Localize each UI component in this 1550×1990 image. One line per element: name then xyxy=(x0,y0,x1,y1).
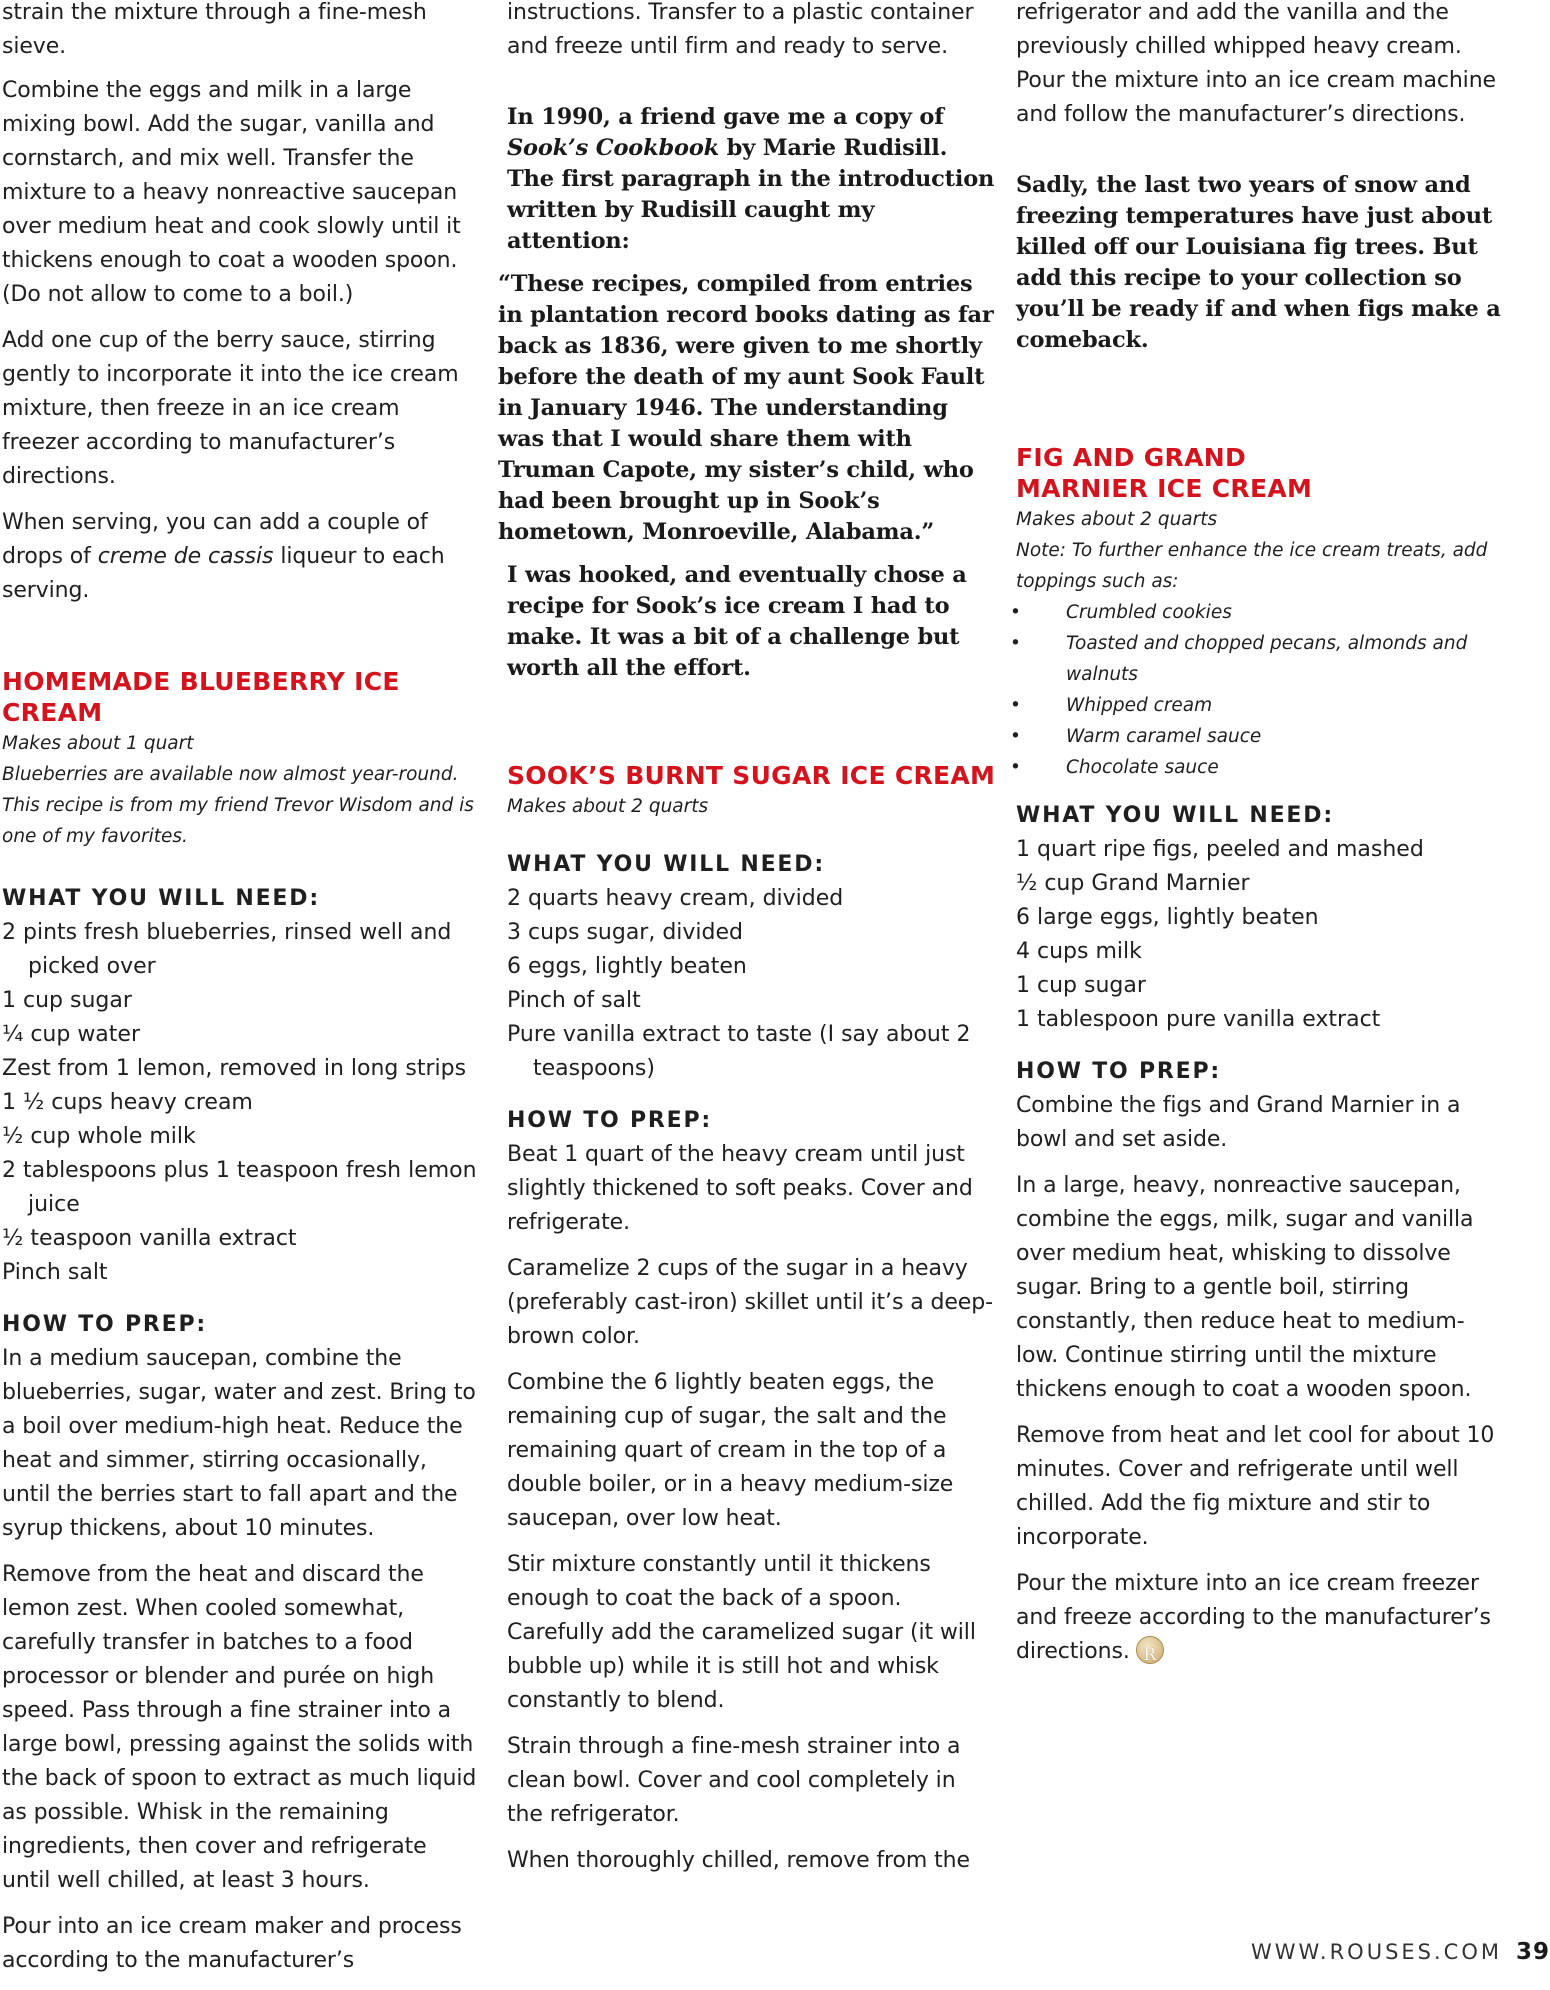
topping-item: • Warm caramel sauce xyxy=(1016,721,1506,752)
bullet-icon: • xyxy=(1010,633,1021,654)
ingredient-item: 3 cups sugar, divided xyxy=(507,920,744,945)
paragraph-sadly: Sadly, the last two years of snow and freezing temperatures have just about killed off our Louisiana fig trees. But add this recipe to your collection so you’ll be ready if and when figs make a comeback. xyxy=(1016,172,1501,353)
prep-step: Beat 1 quart of the heavy cream until just slightly thickened to soft peaks. Cover and refrigerate. xyxy=(507,1142,973,1235)
ingredient-item: ½ cup Grand Marnier xyxy=(1016,871,1250,896)
ingredients-heading-fig: WHAT YOU WILL NEED: xyxy=(1016,803,1334,828)
ingredient-item: 6 large eggs, lightly beaten xyxy=(1016,905,1319,930)
ingredients-heading-blueberry: WHAT YOU WILL NEED: xyxy=(2,886,320,911)
topping-item: • Toasted and chopped pecans, almonds and walnuts xyxy=(1016,628,1506,690)
prep-step: Stir mixture constantly until it thickens enough to coat the back of a spoon. Carefully add the caramelized sugar (it will bubble up) while it is still hot and whisk constantly to blend. xyxy=(507,1552,976,1713)
paragraph-instructions: instructions. Transfer to a plastic container and freeze until firm and ready to serve. xyxy=(507,0,974,59)
ingredient-item: Pure vanilla extract to taste (I say about 2 teaspoons) xyxy=(507,1022,971,1081)
ingredient-item: 1 cup sugar xyxy=(2,988,132,1013)
prep-step: Remove from heat and let cool for about 10 minutes. Cover and refrigerate until well chilled. Add the fig mixture and stir to incorporate. xyxy=(1016,1423,1495,1550)
ingredient-item: 4 cups milk xyxy=(1016,939,1142,964)
serving-liqueur-name: creme de cassis xyxy=(97,544,274,569)
recipe-yield-fig: Makes about 2 quarts xyxy=(1016,509,1218,530)
ingredient-list-sook xyxy=(507,882,997,1086)
prep-step: Combine the 6 lightly beaten eggs, the remaining cup of sugar, the salt and the remaining quart of cream in the top of a double boiler, or in a heavy medium-size saucepan, over low heat. xyxy=(507,1370,954,1531)
column-left xyxy=(2,0,480,1990)
topping-list xyxy=(1010,597,1506,783)
ingredient-item: 2 quarts heavy cream, divided xyxy=(507,886,844,911)
column-middle xyxy=(498,0,997,1890)
ingredient-item: 1 tablespoon pure vanilla extract xyxy=(1016,1007,1381,1032)
prep-step: When thoroughly chilled, remove from the xyxy=(507,1848,970,1873)
prep-step-final xyxy=(1016,1567,1506,1669)
recipe-title-blueberry: HOMEMADE BLUEBERRY ICE CREAM xyxy=(2,667,400,727)
prep-heading-sook: HOW TO PREP: xyxy=(507,1108,713,1133)
intro-book-title: Sook’s Cookbook xyxy=(507,135,720,161)
ingredient-item: Pinch of salt xyxy=(507,988,641,1013)
ingredient-item: 1 ½ cups heavy cream xyxy=(2,1090,253,1115)
recipe-title-fig-line2: MARNIER ICE CREAM xyxy=(1016,474,1313,503)
serving-text-a: When serving, you can add a couple of drops of xyxy=(2,510,428,569)
ingredient-item: ¼ cup water xyxy=(2,1022,140,1047)
recipe-title-fig-line1: FIG AND GRAND xyxy=(1016,443,1247,472)
ingredient-item: 2 pints fresh blueberries, rinsed well and picked over xyxy=(2,920,452,979)
bullet-icon: • xyxy=(1010,726,1021,747)
page-footer xyxy=(1251,1939,1550,1969)
paragraph-refrigerator: refrigerator and add the vanilla and the previously chilled whipped heavy cream. Pour the mixture into an ice cream machine and follow the manufacturer’s directions. xyxy=(1016,0,1496,127)
topping-item: • Chocolate sauce xyxy=(1016,752,1506,783)
prep-step: Remove from the heat and discard the lemon zest. When cooled somewhat, carefully transfer in batches to a food processor or blender and purée on high speed. Pass through a fine strainer into a large bowl, pressing against the solids with the back of spoon to extract as much liquid as possible. Whisk in the remaining ingredients, then cover and refrigerate until well chilled, at least 3 hours. xyxy=(2,1562,477,1893)
prep-step: Pour into an ice cream maker and process according to the manufacturer’s xyxy=(2,1914,462,1973)
ingredient-item: 1 quart ripe figs, peeled and mashed xyxy=(1016,837,1424,862)
ingredient-item: 2 tablespoons plus 1 teaspoon fresh lemon juice xyxy=(2,1158,477,1217)
ingredients-heading-sook: WHAT YOU WILL NEED: xyxy=(507,852,825,877)
paragraph-add-berry-sauce: Add one cup of the berry sauce, stirring gently to incorporate it into the ice cream mixture, then freeze in an ice cream freezer according to manufacturer’s directions. xyxy=(2,328,459,489)
footer-url: WWW.ROUSES.COM xyxy=(1251,1940,1502,1964)
intro-hooked: I was hooked, and eventually chose a recipe for Sook’s ice cream I had to make. It was a bit of a challenge but worth all the effort. xyxy=(507,562,967,681)
bullet-icon: • xyxy=(1010,602,1021,623)
prep-step: Strain through a fine-mesh strainer into a clean bowl. Cover and cool completely in the refrigerator. xyxy=(507,1734,961,1827)
prep-step: In a medium saucepan, combine the blueberries, sugar, water and zest. Bring to a boil over medium-high heat. Reduce the heat and simmer, stirring occasionally, until the berries start to fall apart and the syrup thickens, about 10 minutes. xyxy=(2,1346,476,1541)
intro-paragraph xyxy=(507,102,997,257)
recipe-note-blueberry: Blueberries are available now almost year-round. This recipe is from my friend Trevor Wisdom and is one of my favorites. xyxy=(2,764,474,847)
intro-text-b: by Marie Rudisill. The first paragraph in the introduction written by Rudisill caught my attention: xyxy=(507,135,995,254)
intro-text-a: In 1990, a friend gave me a copy of xyxy=(507,104,944,130)
ingredient-item: Zest from 1 lemon, removed in long strips xyxy=(2,1056,467,1081)
paragraph-combine-eggs: Combine the eggs and milk in a large mixing bowl. Add the sugar, vanilla and cornstarch, and mix well. Transfer the mixture to a heavy nonreactive saucepan over medium heat and cook slowly until it thickens enough to coat a wooden spoon. (Do not allow to come to a boil.) xyxy=(2,78,461,307)
topping-item: • Crumbled cookies xyxy=(1016,597,1506,628)
rouses-logo-icon: R xyxy=(1136,1636,1164,1664)
prep-step-text: Pour the mixture into an ice cream freezer and freeze according to the manufacturer’s directions. xyxy=(1016,1571,1491,1664)
prep-step: In a large, heavy, nonreactive saucepan, combine the eggs, milk, sugar and vanilla over medium heat, whisking to dissolve sugar. Bring to a gentle boil, stirring constantly, then reduce heat to medium-low. Continue stirring until the mixture thickens enough to coat a wooden spoon. xyxy=(1016,1173,1474,1402)
ingredient-item: 6 eggs, lightly beaten xyxy=(507,954,747,979)
prep-step: Caramelize 2 cups of the sugar in a heavy (preferably cast-iron) skillet until it’s a deep-brown color. xyxy=(507,1256,993,1349)
ingredient-item: ½ teaspoon vanilla extract xyxy=(2,1226,297,1251)
bullet-icon: • xyxy=(1010,757,1021,778)
ingredient-item: Pinch salt xyxy=(2,1260,108,1285)
recipe-yield-blueberry: Makes about 1 quart xyxy=(2,733,194,754)
ingredient-list-blueberry xyxy=(2,916,480,1290)
serving-text-b: liqueur to each serving. xyxy=(2,544,445,603)
bullet-icon: • xyxy=(1010,695,1021,716)
prep-heading-fig: HOW TO PREP: xyxy=(1016,1059,1222,1084)
topping-item: • Whipped cream xyxy=(1016,690,1506,721)
ingredient-item: ½ cup whole milk xyxy=(2,1124,196,1149)
prep-heading-blueberry: HOW TO PREP: xyxy=(2,1312,208,1337)
ingredient-list-fig xyxy=(1016,833,1506,1037)
paragraph-strain: strain the mixture through a fine-mesh sieve. xyxy=(2,0,427,59)
ingredient-item: 1 cup sugar xyxy=(1016,973,1146,998)
recipe-yield-sook: Makes about 2 quarts xyxy=(507,796,709,817)
recipe-note-fig: Note: To further enhance the ice cream treats, add toppings such as: xyxy=(1016,540,1488,592)
page-number: 39 xyxy=(1515,1939,1550,1965)
column-right xyxy=(1010,0,1506,1681)
intro-quote: “These recipes, compiled from entries in plantation record books dating as far back as 1836, were given to me shortly before the death of my aunt Sook Fault in January 1946. The understanding was that I would share them with Truman Capote, my sister’s child, who had been brought up in Sook’s hometown, Monroeville, Alabama.” xyxy=(498,271,994,545)
recipe-title-sook: SOOK’S BURNT SUGAR ICE CREAM xyxy=(507,761,996,790)
paragraph-serving xyxy=(2,506,480,608)
prep-step: Combine the figs and Grand Marnier in a bowl and set aside. xyxy=(1016,1093,1461,1152)
